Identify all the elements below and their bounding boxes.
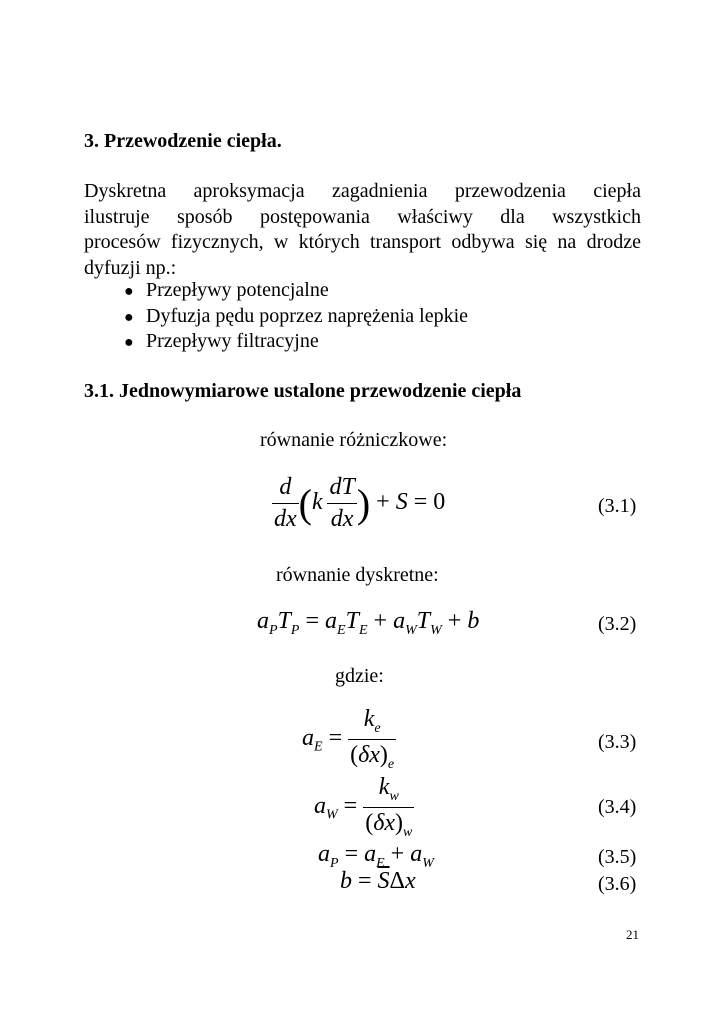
page-number: 21 [626, 927, 639, 942]
equation-number: (3.3) [598, 731, 637, 753]
bullet-list [124, 278, 468, 355]
bullet-icon: ● [124, 308, 134, 326]
equation-number: (3.1) [598, 495, 637, 517]
label-discrete: równanie dyskretne: [276, 564, 439, 586]
equation-3-1: $\frac{d}{dx}$ (k $\frac{dT}{dx}$ ) + S = 0 [274, 474, 446, 532]
bullet-icon: ● [124, 334, 134, 351]
equation-3-3: $a_E$ = $\frac{k_e}{(\delta x)_e}$ [302, 706, 395, 772]
paragraph-line: procesów fizycznych, w których transport odbywa się na drodze [84, 231, 641, 253]
list-item: ● Przepływy filtracyjne [124, 329, 468, 355]
equation-3-5: $a_P = a_E + a_W$ [318, 841, 434, 871]
subsection-heading: 3.1. Jednowymiarowe ustalone przewodzenie ciepła [84, 380, 522, 402]
label-where: gdzie: [335, 665, 384, 687]
section-heading: 3. Przewodzenie ciepła. [84, 130, 282, 152]
equation-3-6: $b = \overline{S}\Delta x$ [340, 868, 416, 894]
list-item: ● Dyfuzja pędu poprzez naprężenia lepkie [124, 304, 468, 330]
list-item: ● Przepływy potencjalne [124, 278, 468, 304]
paragraph-line: ilustruje sposób postępowania właściwy dla wszystkich [84, 205, 641, 228]
equation-number: (3.5) [598, 846, 637, 868]
equation-number: (3.2) [598, 613, 637, 635]
paragraph-line: Dyskretna aproksymacja zagadnienia przewodzenia ciepła [84, 180, 641, 202]
paragraph-line: dyfuzji np.: [84, 256, 177, 279]
label-differential: równanie różniczkowe: [260, 429, 448, 451]
equation-number: (3.6) [598, 873, 637, 895]
intro-paragraph [84, 179, 641, 281]
equation-3-4: $a_W$ = $\frac{k_w}{(\delta x)_w}$ [314, 774, 413, 840]
equation-3-2: $a_PT_P = a_ET_E + a_WT_W + b$ [257, 608, 480, 638]
equation-number: (3.4) [598, 796, 637, 818]
bullet-icon: ● [124, 283, 134, 300]
